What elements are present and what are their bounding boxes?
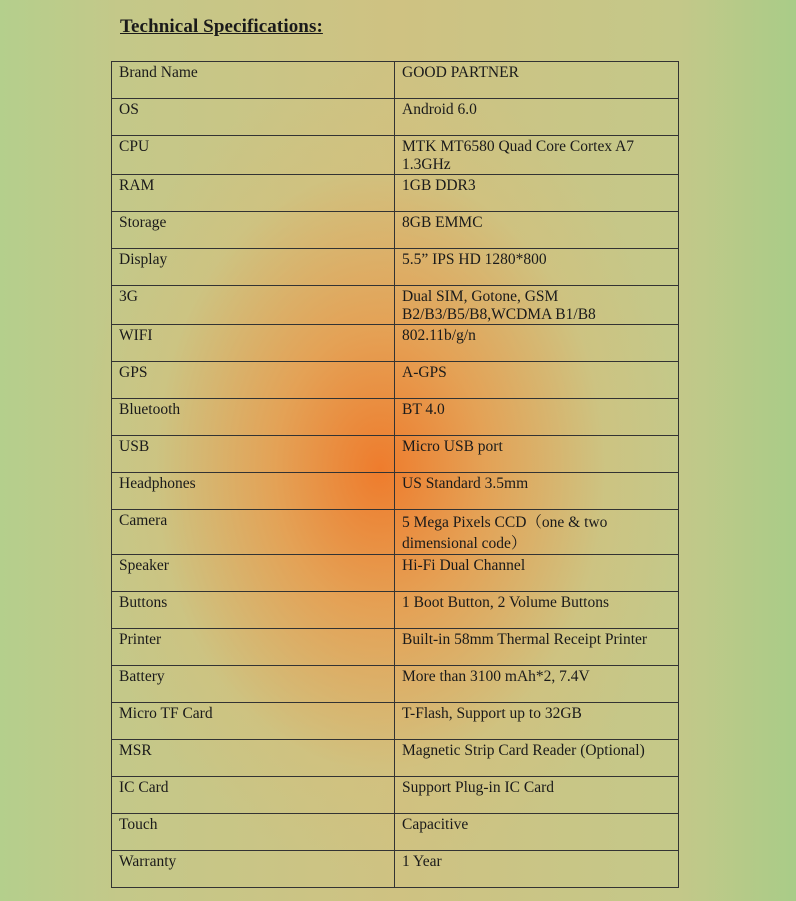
spec-value: 5.5” IPS HD 1280*800: [395, 249, 679, 286]
spec-label: Display: [112, 249, 395, 286]
spec-value: Capacitive: [395, 814, 679, 851]
spec-value: GOOD PARTNER: [395, 62, 679, 99]
spec-value: MTK MT6580 Quad Core Cortex A7 1.3GHz: [395, 136, 679, 175]
spec-value: A-GPS: [395, 362, 679, 399]
table-row: [112, 249, 679, 286]
spec-label: CPU: [112, 136, 395, 175]
table-row: [112, 99, 679, 136]
spec-value: 1 Year: [395, 851, 679, 888]
table-row: [112, 62, 679, 99]
spec-table: [111, 61, 679, 888]
spec-label: RAM: [112, 175, 395, 212]
table-row: [112, 510, 679, 555]
spec-value: 1 Boot Button, 2 Volume Buttons: [395, 592, 679, 629]
spec-label: Headphones: [112, 473, 395, 510]
spec-label: Bluetooth: [112, 399, 395, 436]
table-row: [112, 629, 679, 666]
table-row: [112, 286, 679, 325]
table-row: [112, 555, 679, 592]
spec-label: GPS: [112, 362, 395, 399]
spec-label: OS: [112, 99, 395, 136]
spec-value: Dual SIM, Gotone, GSM B2/B3/B5/B8,WCDMA B1/B8: [395, 286, 679, 325]
spec-label: 3G: [112, 286, 395, 325]
table-row: [112, 851, 679, 888]
table-row: [112, 473, 679, 510]
table-row: [112, 175, 679, 212]
spec-label: IC Card: [112, 777, 395, 814]
page-title: Technical Specifications:: [120, 16, 323, 37]
spec-label: MSR: [112, 740, 395, 777]
spec-value: Built-in 58mm Thermal Receipt Printer: [395, 629, 679, 666]
spec-value: Android 6.0: [395, 99, 679, 136]
table-row: [112, 212, 679, 249]
spec-value: US Standard 3.5mm: [395, 473, 679, 510]
table-row: [112, 325, 679, 362]
spec-label: Micro TF Card: [112, 703, 395, 740]
spec-label: Buttons: [112, 592, 395, 629]
table-row: [112, 436, 679, 473]
table-row: [112, 740, 679, 777]
spec-label: Brand Name: [112, 62, 395, 99]
table-row: [112, 703, 679, 740]
spec-label: Warranty: [112, 851, 395, 888]
table-row: [112, 399, 679, 436]
spec-value: Magnetic Strip Card Reader (Optional): [395, 740, 679, 777]
table-row: [112, 666, 679, 703]
spec-value: 5 Mega Pixels CCD（one & two dimensional code）: [395, 510, 679, 555]
spec-label: USB: [112, 436, 395, 473]
table-row: [112, 592, 679, 629]
spec-value: Support Plug-in IC Card: [395, 777, 679, 814]
spec-value: 802.11b/g/n: [395, 325, 679, 362]
table-row: [112, 136, 679, 175]
spec-label: Camera: [112, 510, 395, 555]
spec-value: More than 3100 mAh*2, 7.4V: [395, 666, 679, 703]
spec-label: Battery: [112, 666, 395, 703]
table-row: [112, 814, 679, 851]
spec-value: T-Flash, Support up to 32GB: [395, 703, 679, 740]
spec-value: BT 4.0: [395, 399, 679, 436]
spec-label: Touch: [112, 814, 395, 851]
spec-label: Speaker: [112, 555, 395, 592]
spec-value: 8GB EMMC: [395, 212, 679, 249]
table-row: [112, 362, 679, 399]
spec-label: WIFI: [112, 325, 395, 362]
spec-label: Printer: [112, 629, 395, 666]
spec-label: Storage: [112, 212, 395, 249]
spec-value: Hi-Fi Dual Channel: [395, 555, 679, 592]
spec-value: Micro USB port: [395, 436, 679, 473]
spec-value: 1GB DDR3: [395, 175, 679, 212]
table-row: [112, 777, 679, 814]
